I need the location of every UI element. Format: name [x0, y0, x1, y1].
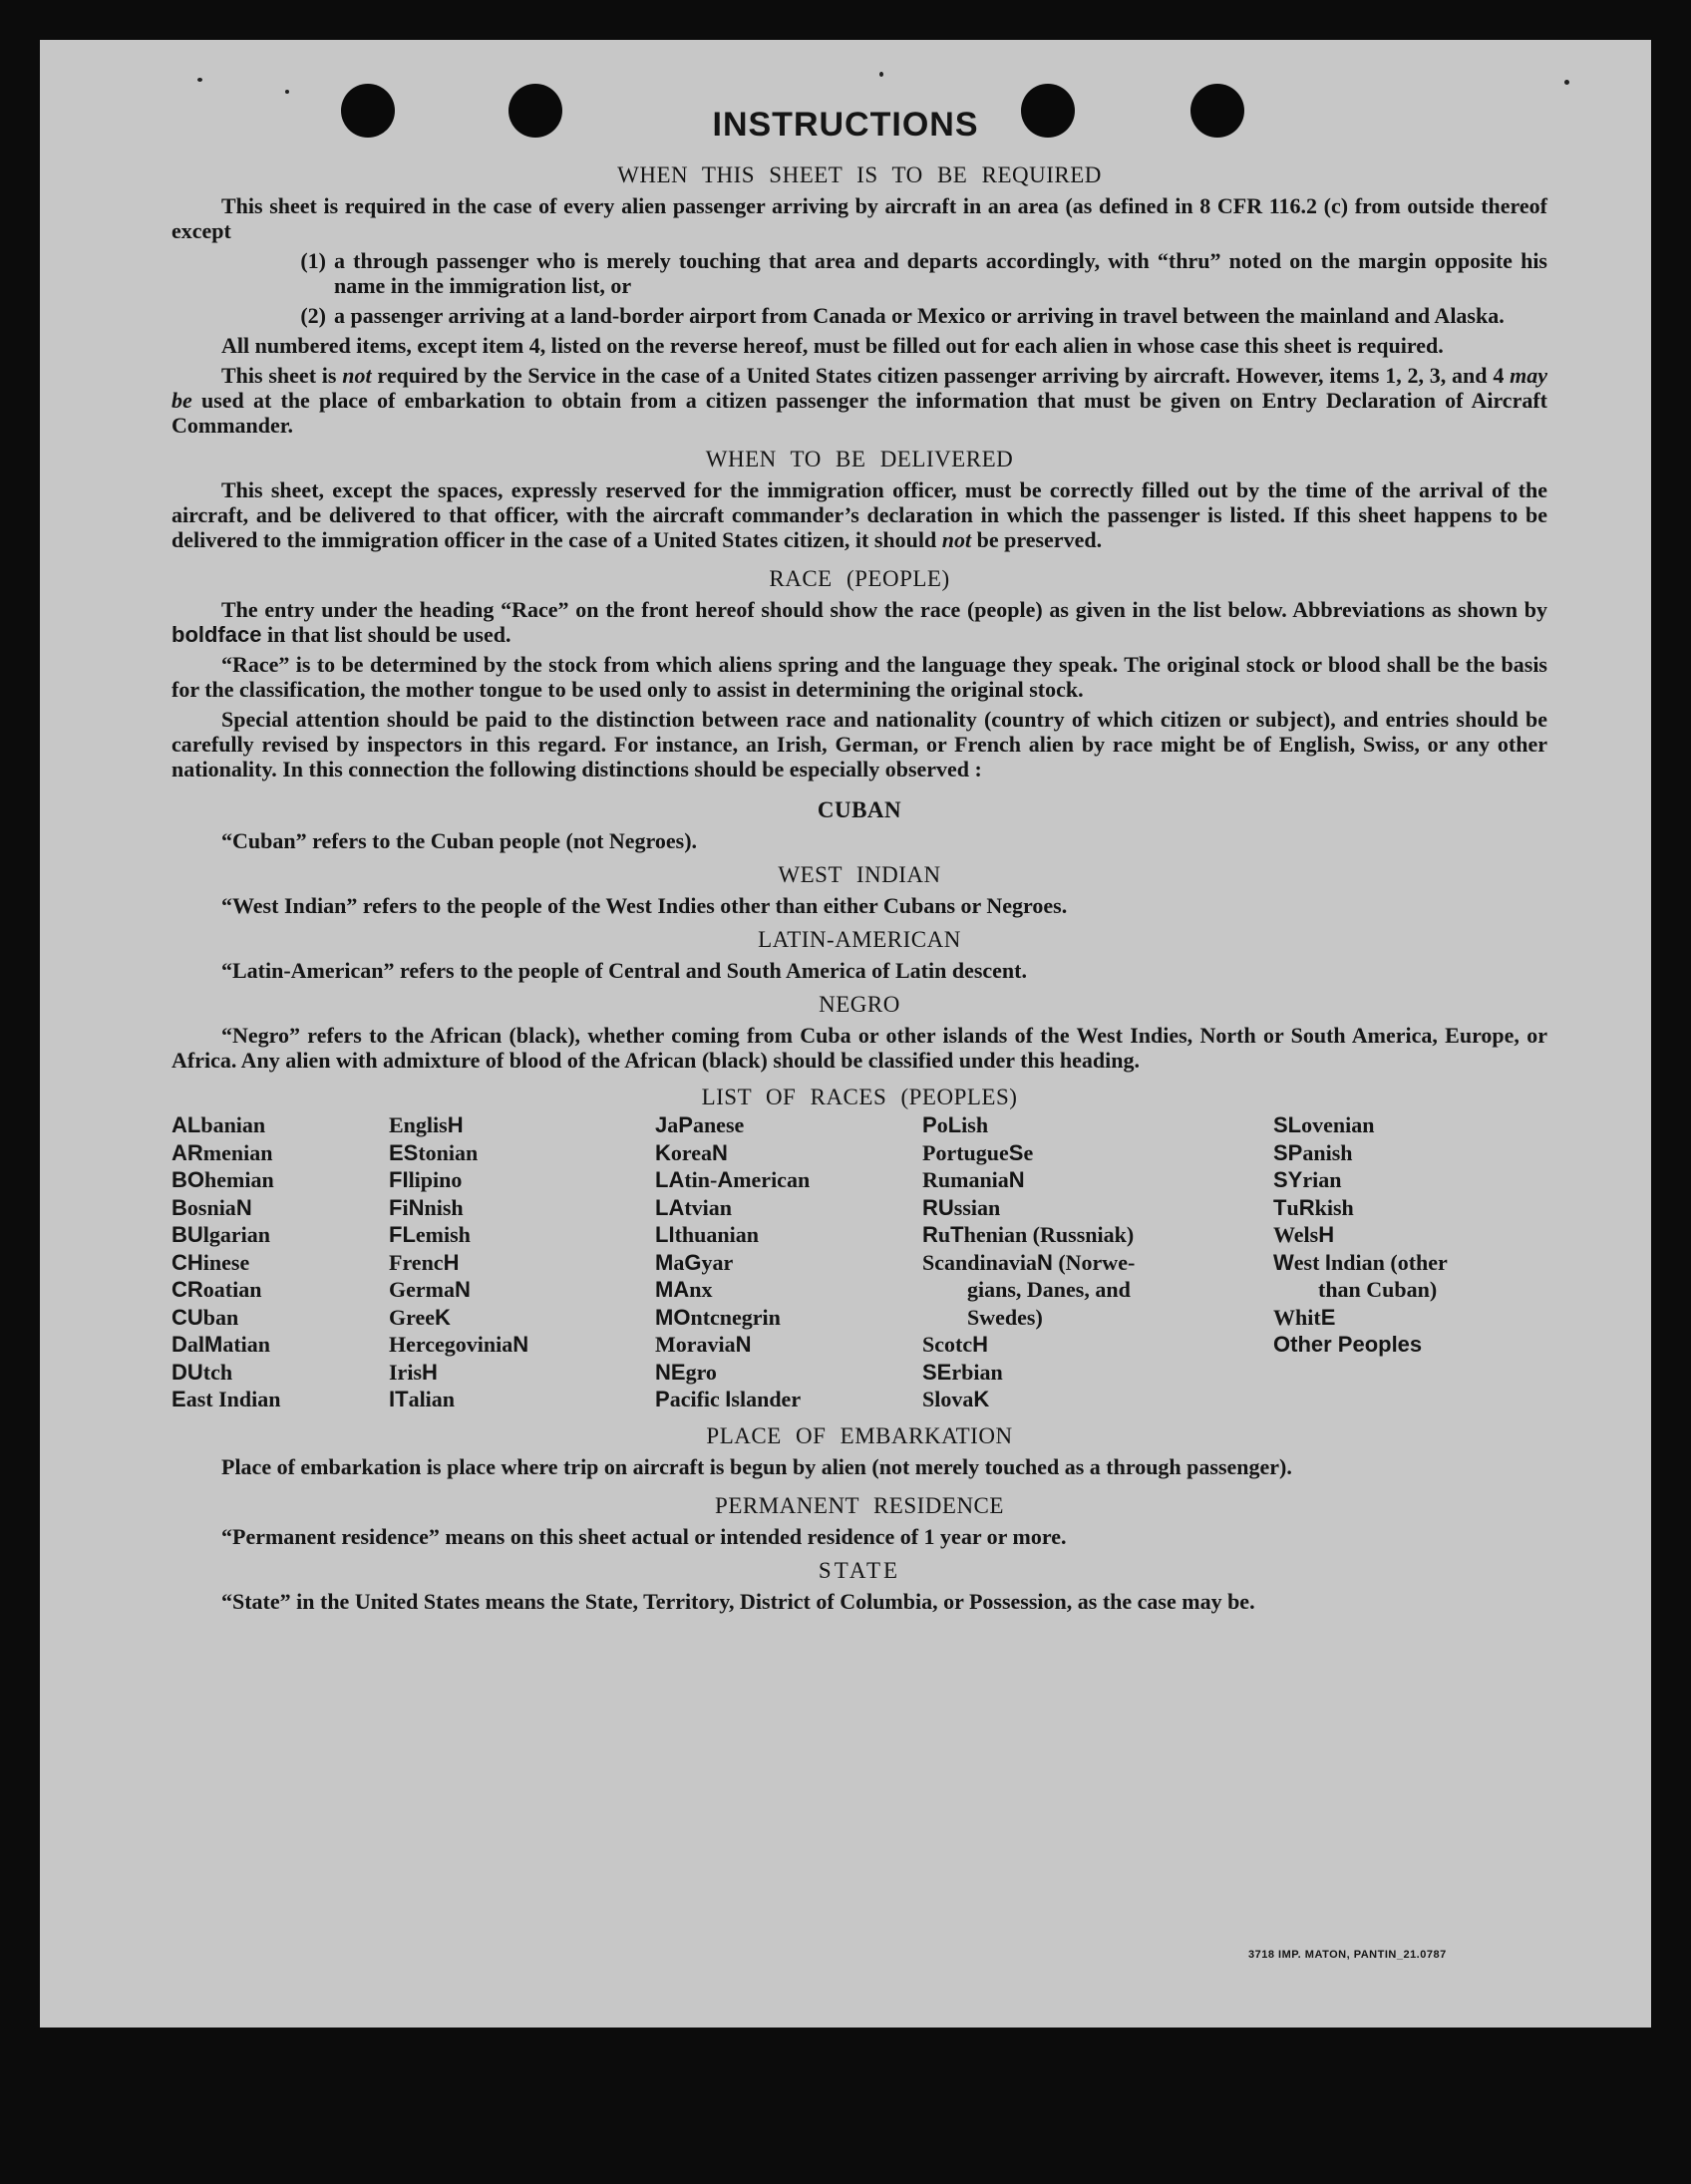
- paper-speck: [879, 72, 883, 77]
- emphasis-not: not: [941, 527, 972, 552]
- heading-latin-american: LATIN-AMERICAN: [758, 927, 961, 952]
- race-entry: LAtin-American: [655, 1167, 811, 1192]
- text-run: This sheet, except the spaces, expressly reserved for the immigration officer, must be correctly filled out by the time of the arrival of the aircraft, and be delivered to that officer, with the aircraft commander’s declaration in which the passenger is listed. If this sheet happens to be delivered to the immigration officer in the case of a United States citizen, it should: [171, 477, 1547, 552]
- instructions-body: [171, 154, 1547, 1619]
- latin-american-text: “Latin-American” refers to the people of Central and South America of Latin descent.: [221, 958, 1027, 983]
- races-column: [389, 1111, 655, 1413]
- race-entry: CHinese: [171, 1249, 250, 1275]
- race-entry: SPanish: [1273, 1139, 1353, 1165]
- race-entry: ScandinaviaN (Norwe-: [922, 1249, 1136, 1275]
- required-para-citizen: [171, 363, 1547, 438]
- race-entry: PortugueSe: [922, 1139, 1034, 1165]
- race-entry: MOntcnegrin: [655, 1304, 781, 1330]
- boldface-word: boldface: [171, 622, 262, 647]
- embarkation-text: Place of embarkation is place where trip on aircraft is begun by alien (not merely touched as a through passenger).: [221, 1453, 1292, 1479]
- emphasis-may-be: may be: [171, 363, 1547, 413]
- race-entry: LIthuanian: [655, 1222, 759, 1247]
- races-table: [171, 1111, 1547, 1413]
- race-entry: IrisH: [389, 1359, 438, 1385]
- race-entry: ARmenian: [171, 1139, 273, 1165]
- text-run: required by the Service in the case of a United States citizen passenger arriving by aircraft. However, items 1, 2, 3, and 4: [371, 363, 1511, 388]
- text-run: used at the place of embarkation to obtain from a citizen passenger the information that must be given on Entry Declaration of Aircraft Commander.: [171, 388, 1547, 438]
- heading-west-indian: WEST INDIAN: [778, 862, 941, 887]
- exception-number: (1): [300, 248, 326, 273]
- exception-item: [171, 248, 1547, 298]
- race-entry: FiNnish: [389, 1194, 464, 1220]
- race-entry: DUtch: [171, 1359, 233, 1385]
- state-text: “State” in the United States means the State, Territory, District of Columbia, or Possession, as the case may be.: [221, 1588, 1255, 1614]
- heading-residence: PERMANENT RESIDENCE: [715, 1492, 1004, 1518]
- race-entry: HercegoviniaN: [389, 1332, 529, 1357]
- race-entry: ITalian: [389, 1387, 456, 1411]
- race-entry: WelsH: [1273, 1222, 1335, 1247]
- races-column: [1273, 1111, 1542, 1413]
- exception-item: [171, 303, 1547, 328]
- race-entry: MaGyar: [655, 1249, 734, 1275]
- paper-speck: [197, 78, 202, 82]
- heading-cuban: CUBAN: [817, 797, 902, 822]
- heading-delivered: WHEN TO BE DELIVERED: [705, 447, 1014, 471]
- heading-embarkation: PLACE OF EMBARKATION: [706, 1422, 1013, 1448]
- heading-state: STATE: [818, 1557, 901, 1583]
- race-entry: West Indian (other: [1273, 1249, 1448, 1275]
- race-para-entry: [171, 597, 1547, 647]
- page-title: INSTRUCTIONS: [712, 106, 979, 144]
- race-para-nationality: Special attention should be paid to the distinction between race and nationality (country of which citizen or subject), and entries should be carefully revised by inspectors in this regard. For instance, an Irish, German, or French alien by race might be of English, Swiss, or any other nationality. In this connection the following distinctions should be especially observed :: [171, 707, 1547, 781]
- exception-number: (2): [300, 303, 326, 328]
- residence-text: “Permanent residence” means on this sheet actual or intended residence of 1 year or more.: [221, 1523, 1067, 1549]
- race-entry: BOhemian: [171, 1167, 274, 1192]
- race-entry: FIlipino: [389, 1167, 463, 1192]
- race-entry: WhitE: [1273, 1304, 1336, 1330]
- race-entry: SYrian: [1273, 1167, 1342, 1192]
- paper-speck: [285, 90, 289, 94]
- race-entry: CRoatian: [171, 1277, 262, 1302]
- race-entry: FLemish: [389, 1222, 471, 1247]
- exception-text: a through passenger who is merely touching that area and departs accordingly, with “thru” noted on the margin opposite his name in the immigration list, or: [334, 248, 1547, 298]
- race-entry: East Indian: [171, 1387, 281, 1411]
- document-page: [40, 40, 1651, 2028]
- race-entry: FrencH: [389, 1249, 460, 1275]
- race-entry: BUlgarian: [171, 1222, 271, 1247]
- race-entry: Other Peoples: [1273, 1332, 1423, 1357]
- heading-negro: NEGRO: [819, 992, 900, 1017]
- text-run: This sheet is: [221, 363, 343, 388]
- heading-required: WHEN THIS SHEET IS TO BE REQUIRED: [617, 162, 1102, 187]
- race-entry: DalMatian: [171, 1332, 271, 1357]
- race-entry: CUban: [171, 1304, 239, 1330]
- race-entry: EnglisH: [389, 1112, 464, 1137]
- race-entry: RumaniaN: [922, 1167, 1025, 1192]
- race-entry: RuThenian (Russniak): [922, 1222, 1135, 1247]
- race-entry: EStonian: [389, 1139, 479, 1165]
- printer-mark: 3718 IMP. MATON, PANTIN_21.0787: [1248, 1949, 1447, 1961]
- race-entry: MAnx: [655, 1277, 713, 1302]
- races-column: [655, 1111, 922, 1413]
- heading-race: RACE (PEOPLE): [769, 566, 950, 591]
- race-entry: gians, Danes, and: [967, 1277, 1131, 1302]
- emphasis-not: not: [342, 363, 372, 388]
- text-run: be preserved.: [971, 527, 1103, 552]
- race-entry: SLovenian: [1273, 1112, 1375, 1137]
- race-entry: PoLish: [922, 1112, 989, 1137]
- cuban-text: “Cuban” refers to the Cuban people (not Negroes).: [221, 828, 698, 853]
- exception-text: a passenger arriving at a land-border airport from Canada or Mexico or arriving in travel between the mainland and Alaska.: [334, 303, 1505, 328]
- race-entry: SlovaK: [922, 1387, 990, 1411]
- delivered-para: [171, 477, 1547, 552]
- race-entry: JaPanese: [655, 1112, 745, 1137]
- race-entry: Pacific Islander: [655, 1387, 802, 1411]
- race-entry: BosniaN: [171, 1194, 252, 1220]
- race-entry: LAtvian: [655, 1194, 733, 1220]
- race-entry: RUssian: [922, 1194, 1001, 1220]
- race-entry: MoraviaN: [655, 1332, 752, 1357]
- heading-races-list: LIST OF RACES (PEOPLES): [701, 1085, 1018, 1109]
- race-entry: NEgro: [655, 1359, 717, 1385]
- west-indian-text: “West Indian” refers to the people of the West Indies other than either Cubans or Negroes.: [221, 893, 1068, 918]
- race-entry: TuRkish: [1273, 1194, 1354, 1220]
- negro-text: “Negro” refers to the African (black), whether coming from Cuba or other islands of the West Indies, North or South America, Europe, or Africa. Any alien with admixture of blood of the African (black) should be classified under this heading.: [171, 1023, 1547, 1073]
- race-para-stock: “Race” is to be determined by the stock from which aliens spring and the language they speak. The original stock or blood shall be the basis for the classification, the mother tongue to be used only to assist in determining the original stock.: [171, 652, 1547, 702]
- race-entry: ALbanian: [171, 1112, 266, 1137]
- race-entry: GreeK: [389, 1304, 451, 1330]
- race-entry: SErbian: [922, 1359, 1003, 1385]
- race-entry: KoreaN: [655, 1139, 728, 1165]
- race-entry: ScotcH: [922, 1332, 988, 1357]
- required-intro: This sheet is required in the case of every alien passenger arriving by aircraft in an area (as defined in 8 CFR 116.2 (c) from outside thereof except: [171, 193, 1547, 243]
- required-para-numbered-items: All numbered items, except item 4, listed on the reverse hereof, must be filled out for each alien in whose case this sheet is required.: [221, 333, 1444, 358]
- race-entry: Swedes): [967, 1304, 1043, 1330]
- text-run: The entry under the heading “Race” on the front hereof should show the race (people) as given in the list below. Abbreviations as shown by: [221, 597, 1547, 622]
- race-entry: GermaN: [389, 1277, 471, 1302]
- races-column: [922, 1111, 1273, 1413]
- race-entry: than Cuban): [1318, 1277, 1438, 1302]
- races-column: [171, 1111, 389, 1413]
- paper-speck: [1564, 80, 1569, 85]
- text-run: in that list should be used.: [261, 622, 511, 647]
